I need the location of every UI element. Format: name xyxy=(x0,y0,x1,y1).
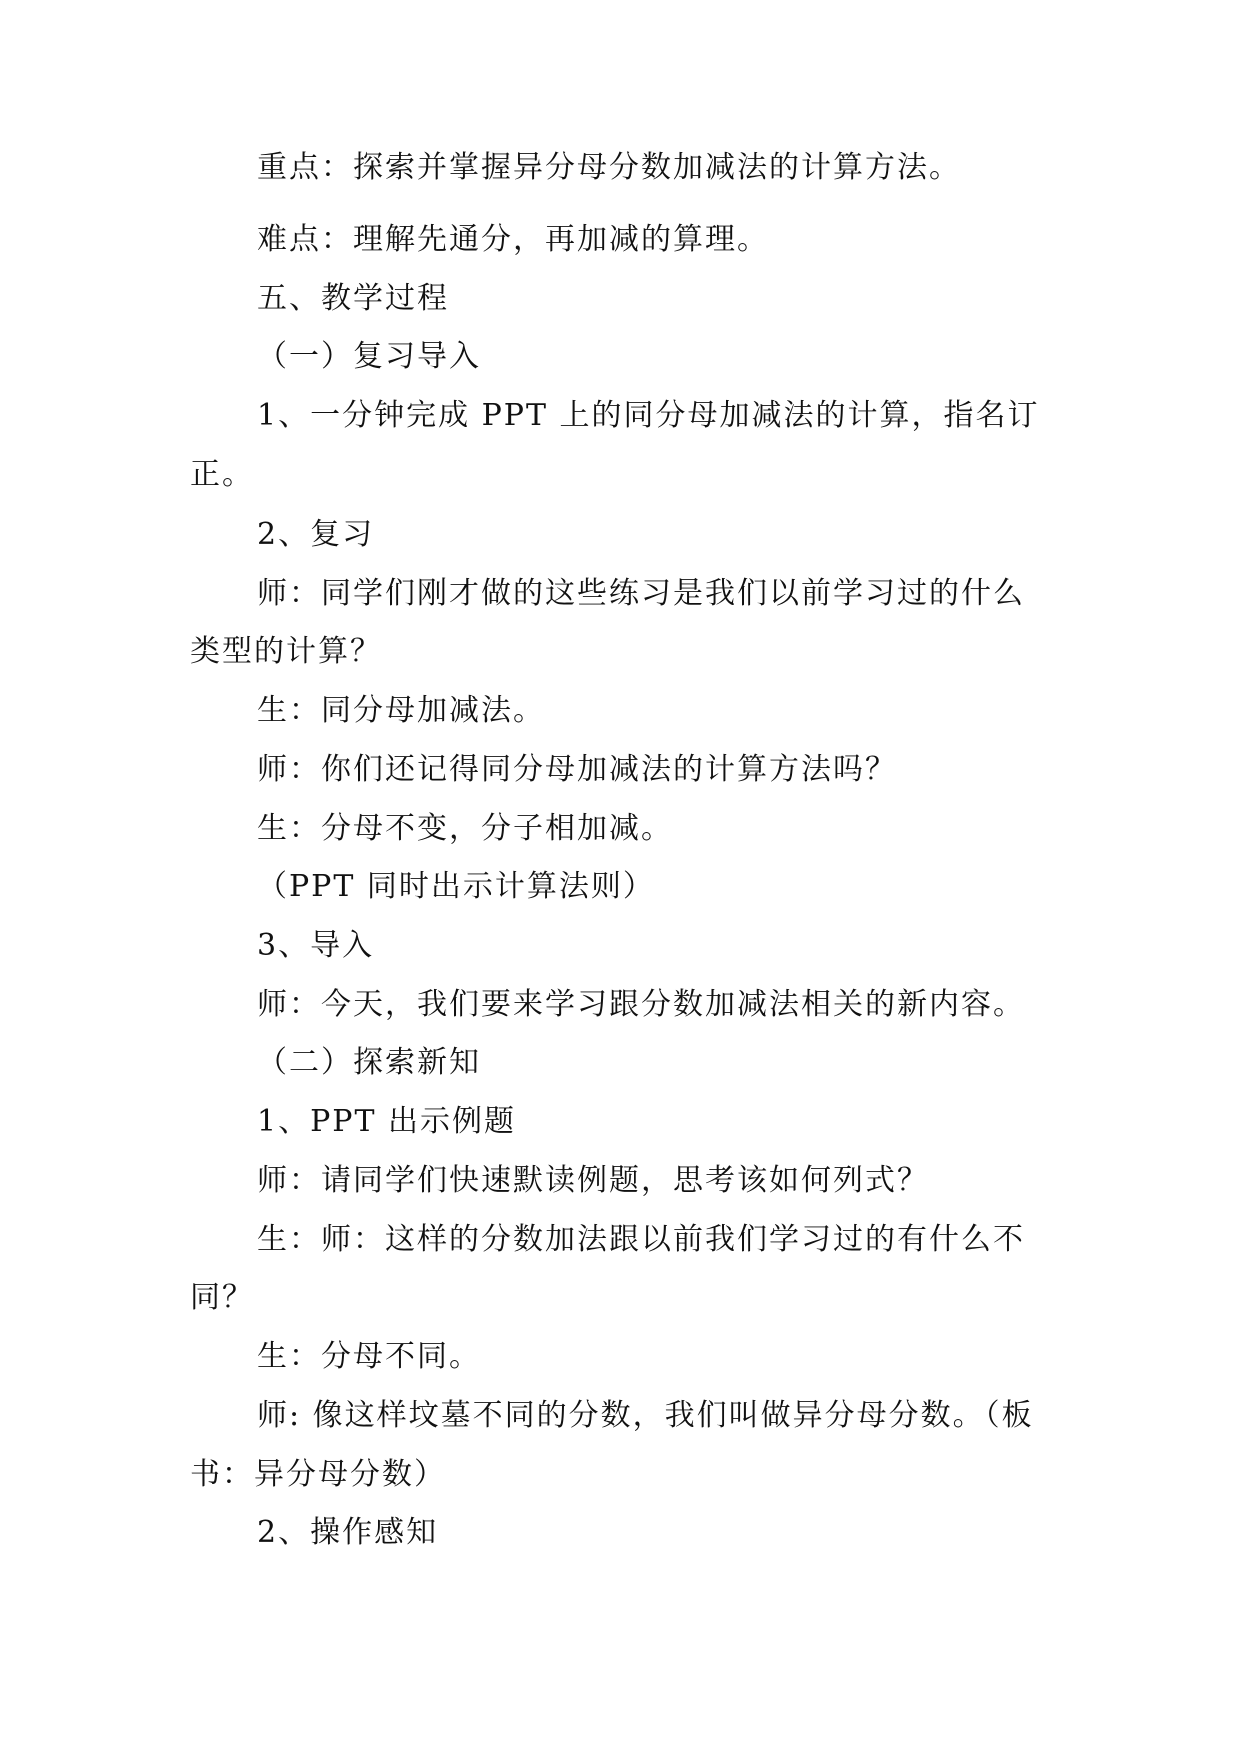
paragraph-line: 师：请同学们快速默读例题，思考该如何列式？ xyxy=(257,1163,929,1198)
step-heading: 2、操作感知 xyxy=(257,1515,439,1550)
paragraph-line: 师：同学们刚才做的这些练习是我们以前学习过的什么 xyxy=(257,576,1025,611)
paragraph-line: 生：分母不变，分子相加减。 xyxy=(257,811,673,846)
paragraph-line: （PPT 同时出示计算法则） xyxy=(257,869,655,904)
paragraph-line: 正。 xyxy=(190,457,254,492)
difficulty-line: 难点：理解先通分，再加减的算理。 xyxy=(257,222,769,257)
paragraph-line: 师：你们还记得同分母加减法的计算方法吗？ xyxy=(257,752,897,787)
key-point-line: 重点：探索并掌握异分母分数加减法的计算方法。 xyxy=(257,150,961,185)
step-heading: 1、PPT 出示例题 xyxy=(257,1104,517,1139)
paragraph-line: 生：分母不同。 xyxy=(257,1339,481,1374)
paragraph-line: 师: 像这样坟墓不同的分数，我们叫做异分母分数。（板 xyxy=(257,1398,1034,1433)
paragraph-line: 同？ xyxy=(190,1280,254,1315)
paragraph-line: 书：异分母分数） xyxy=(190,1457,446,1492)
step-heading: 2、复习 xyxy=(257,517,375,552)
subsection-heading: （二）探索新知 xyxy=(257,1045,481,1080)
subsection-heading: （一）复习导入 xyxy=(257,339,481,374)
paragraph-line: 生：师：这样的分数加法跟以前我们学习过的有什么不 xyxy=(257,1222,1025,1257)
paragraph-line: 类型的计算？ xyxy=(190,634,382,669)
paragraph-line: 师：今天，我们要来学习跟分数加减法相关的新内容。 xyxy=(257,987,1025,1022)
section-heading: 五、教学过程 xyxy=(257,281,449,316)
paragraph-line: 生：同分母加减法。 xyxy=(257,693,545,728)
step-heading: 3、导入 xyxy=(257,928,375,963)
paragraph-line: 1、一分钟完成 PPT 上的同分母加减法的计算，指名订 xyxy=(257,398,1040,433)
